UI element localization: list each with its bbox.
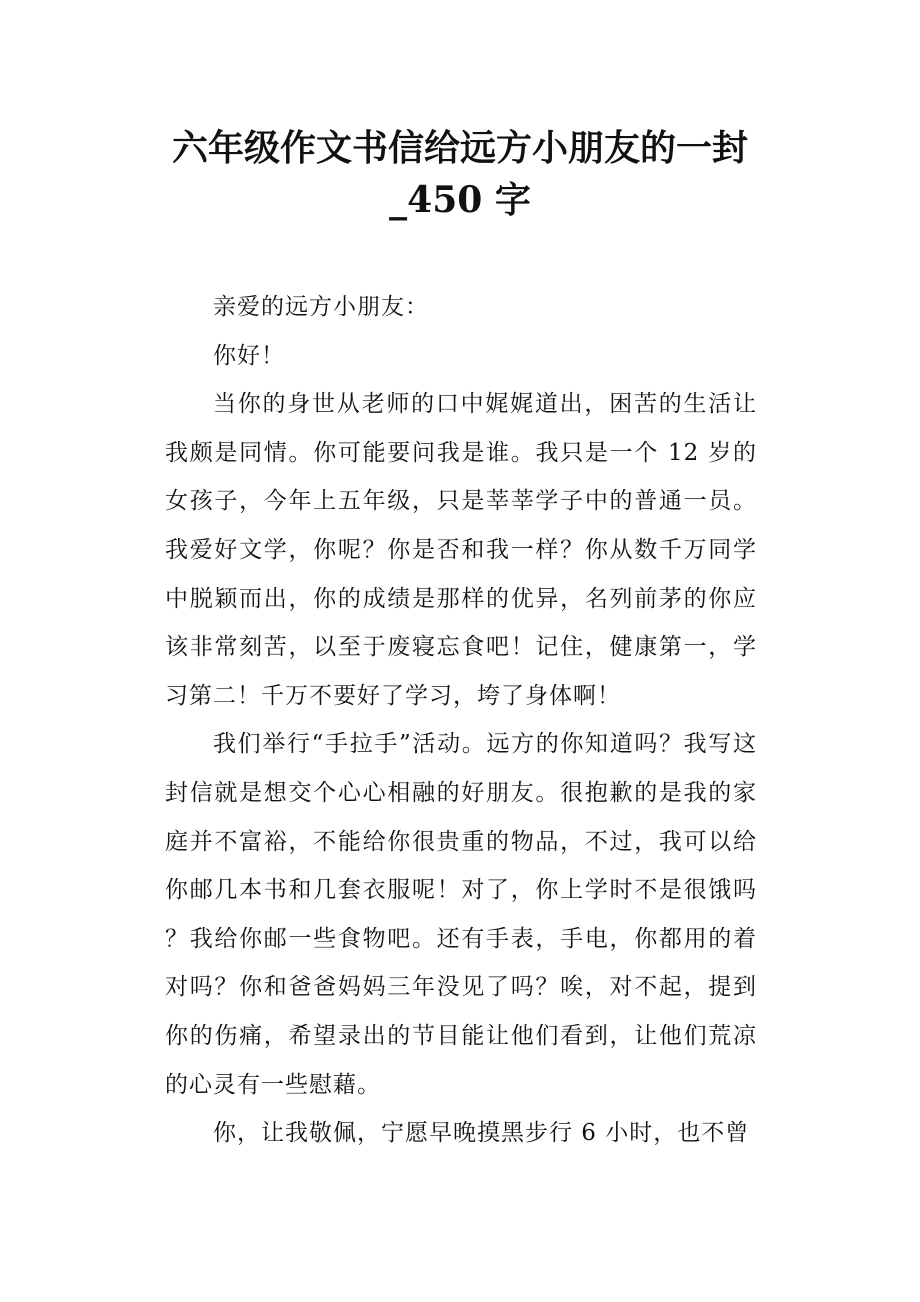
paragraph-2: 我们举行“手拉手”活动。远方的你知道吗？我写这封信就是想交个心心相融的好朋友。很抱歉的是我的家庭并不富裕，不能给你很贵重的物品，不过，我可以给你邮几本书和几套衣服呢！对了，你上学时不是很饿吗？我给你邮一些食物吧。还有手表，手电，你都用的着对吗？你和爸爸妈妈三年没见了吗？唉，对不起，提到你的伤痛，希望录出的节目能让他们看到，让他们荒凉的心灵有一些慰藉。 bbox=[165, 731, 757, 1098]
salutation: 你好！ bbox=[213, 342, 285, 369]
paragraph-3: 你，让我敬佩，宁愿早晚摸黑步行 6 小时，也不曾 bbox=[213, 1120, 750, 1147]
greeting: 亲爱的远方小朋友： bbox=[213, 294, 429, 320]
title-line-1: 六年级作文书信给远方小朋友的一封 bbox=[171, 127, 748, 169]
document-title bbox=[150, 122, 770, 226]
letter-body bbox=[165, 283, 757, 1158]
title-line-2: _450 字 bbox=[389, 179, 531, 221]
paragraph-1: 当你的身世从老师的口中娓娓道出，困苦的生活让我颇是同情。你可能要问我是谁。我只是一个 12 岁的女孩子，今年上五年级，只是莘莘学子中的普通一员。我爱好文学，你呢？你是否和我一样？你从数千万同学中脱颖而出，你的成绩是那样的优异，名列前茅的你应该非常刻苦，以至于废寝忘食吧！记住，健康第一，学习第二！千万不要好了学习，垮了身体啊！ bbox=[165, 391, 757, 709]
